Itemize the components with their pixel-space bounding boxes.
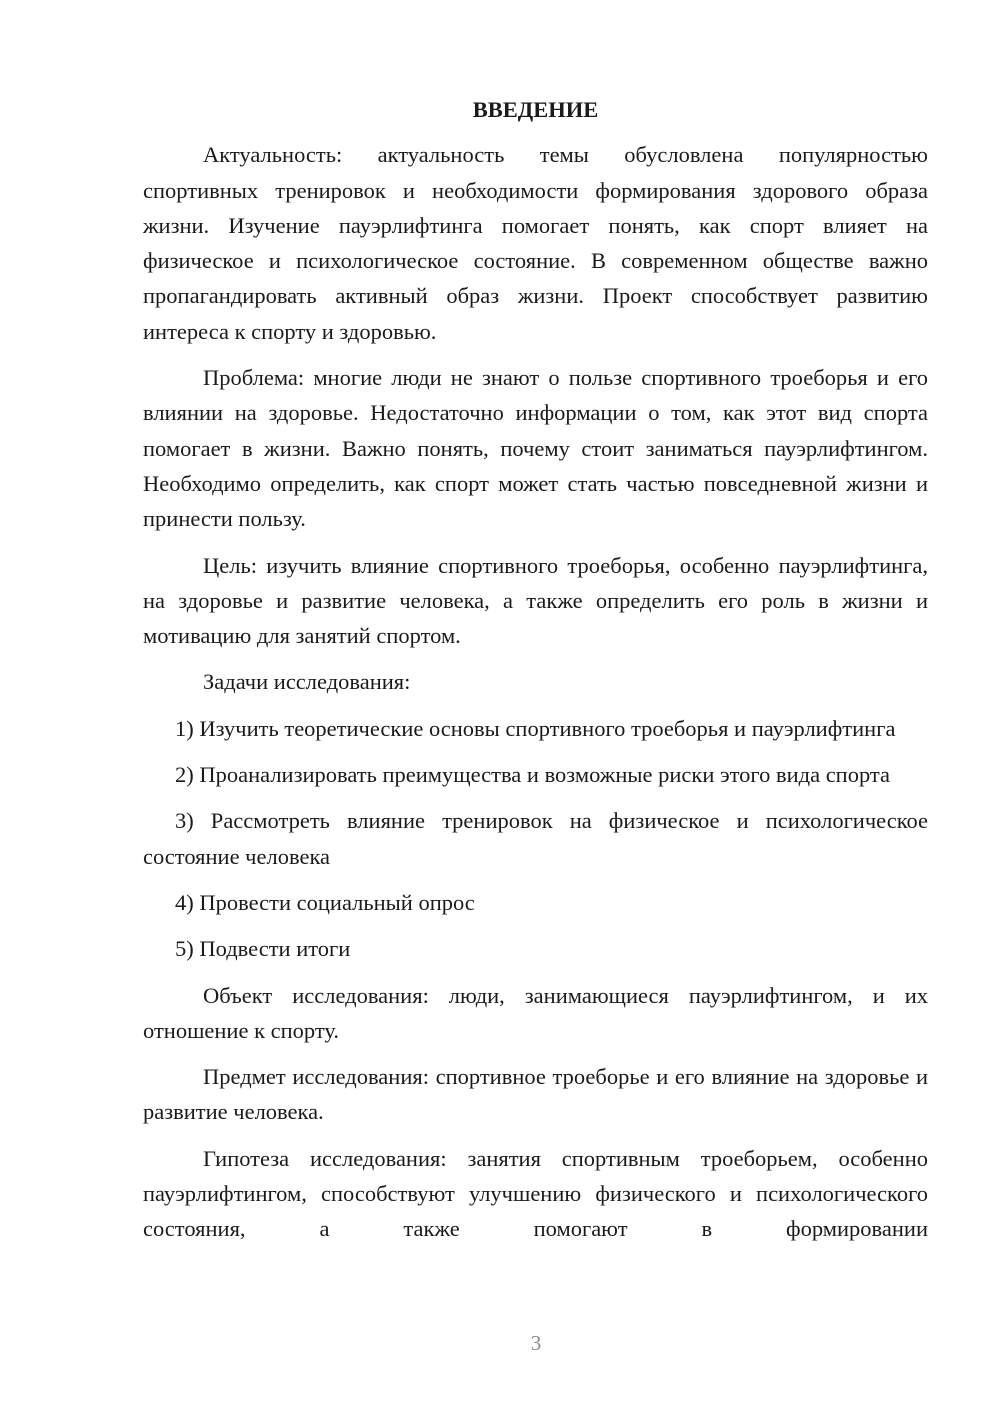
page-number: 3 (530, 1331, 542, 1355)
problem-paragraph: Проблема: многие люди не знают о пользе спортивного троеборья и его влиянии на здоровье. Недостаточно информации о том, как этот вид спорта помогает в жизни. Важно понять, почему стоит заниматься пауэрлифтингом. Необходимо определить, как спорт может стать частью повседневной жизни и принести пользу. (143, 365, 928, 532)
task-item-5: 5) Подвести итоги (175, 936, 351, 962)
task-item-2: 2) Проанализировать преимущества и возможные риски этого вида спорта (175, 762, 891, 788)
page-content (143, 92, 928, 1258)
task-item-3: 3) Рассмотреть влияние тренировок на физическое и психологическое состояние человека (143, 808, 928, 869)
task-item-1: 1) Изучить теоретические основы спортивного троеборья и пауэрлифтинга (175, 715, 896, 741)
tasks-heading: Задачи исследования: (203, 669, 411, 695)
subject-paragraph: Предмет исследования: спортивное троеборье и его влияние на здоровье и развитие человека. (143, 1064, 928, 1125)
page-title: ВВЕДЕНИЕ (472, 97, 599, 122)
hypothesis-paragraph: Гипотеза исследования: занятия спортивным троеборьем, особенно пауэрлифтингом, способствуют улучшению физического и психологического состояния, а также помогают в формировании (143, 1145, 928, 1242)
task-item-4: 4) Провести социальный опрос (175, 889, 475, 915)
relevance-paragraph: Актуальность: актуальность темы обусловлена популярностью спортивных тренировок и необходимости формирования здорового образа жизни. Изучение пауэрлифтинга помогает понять, как спорт влияет на физическое и психологическое состояние. В современном обществе важно пропагандировать активный образ жизни. Проект способствует развитию интереса к спорту и здоровью. (143, 142, 928, 344)
goal-paragraph: Цель: изучить влияние спортивного троеборья, особенно пауэрлифтинга, на здоровье и развитие человека, а также определить его роль в жизни и мотивацию для занятий спортом. (143, 552, 928, 649)
object-paragraph: Объект исследования: люди, занимающиеся пауэрлифтингом, и их отношение к спорту. (143, 982, 928, 1043)
